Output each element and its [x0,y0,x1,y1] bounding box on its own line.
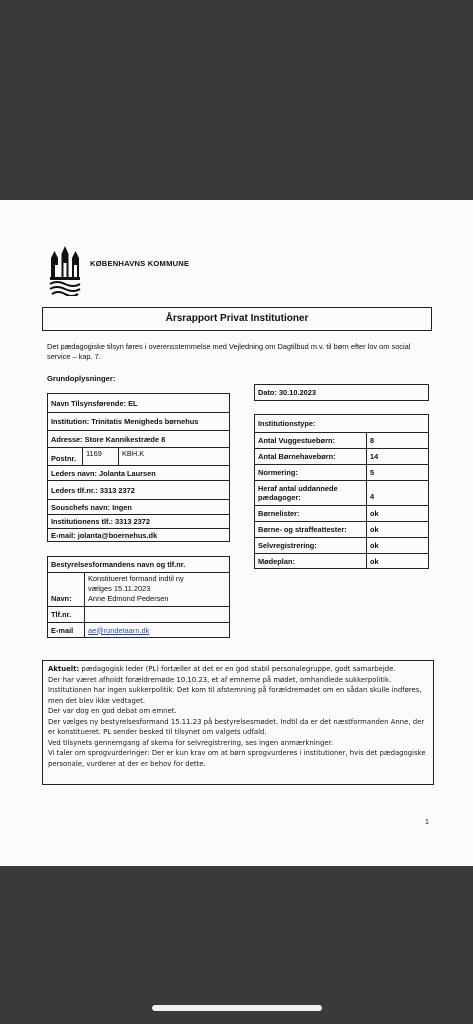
board-email-row [48,622,229,637]
copenhagen-castle-logo-icon [47,244,83,296]
section-label: Grundoplysninger: [47,374,116,383]
table-row: Heraf antal uddannede pædagoger: 4 [255,480,428,505]
table-row: Leders navn: Jolanta Laursen [48,465,229,480]
email-label: E-mail [51,625,74,635]
notes-line-1: Aktuelt: pædagogisk leder (PL) fortæller at det er en god stabil personalegruppe, godt samarbejde. [48,665,396,673]
table-row: E-mail: jolanta@boernehus.dk [48,528,229,541]
notes-line: Der har været afholdt forældremøde 10.10.23, et af emnerne på mødet, omhandlede sukkerpolitik. [48,675,392,684]
table-row: Antal Vuggestuebørn: 8 [255,432,428,448]
basic-info-table [47,393,230,542]
board-name-row [48,572,229,606]
table-row: Navn Tilsynsførende: EL [51,398,138,408]
table-row: Bestyrelsesformandens navn og tlf.nr. [51,560,186,569]
table-row: Børnelister: ok [255,505,428,521]
table-row: Mødeplan: ok [255,553,428,568]
postnr-value: 1169 [82,448,118,465]
table-row: Normering: 5 [255,464,428,480]
org-name: KØBENHAVNS KOMMUNE [90,259,190,268]
date-box [254,384,429,401]
notes-line: Ved tilsynets gennemgang af skema for selvregistrering, ses ingen anmærkninger. [48,738,334,747]
page-number: 1 [425,819,429,826]
home-indicator[interactable] [152,1005,322,1011]
notes-line: Vi taler om sprogvurderinger: Der er kun krav om at børn sprogvurderes i institutioner, hvis det pædagogiske personale, vurderer at der er behov for dette. [48,749,426,768]
top-dark-band [0,0,473,200]
table-row: Institutionstype: [258,419,316,428]
name-line-1: Konstitueret formand indtil ny [88,574,184,583]
date-value: Dato: 30.10.2023 [258,388,316,397]
board-chair-table [47,556,230,638]
table-row: Adresse: Store Kannikestræde 8 [48,430,229,447]
postnr-row [48,447,229,465]
table-row: Børne- og straffeattester: ok [255,521,428,537]
notes-line: Institutionen har ingen sukkerpolitik. Det kom til afstemning på forældremødet om en sådan skulle indføres, men det blev ikke vedtaget. [48,686,422,705]
table-row: Souschefs navn: Ingen [48,499,229,514]
table-row: Leders tlf.nr.: 3313 2372 [48,480,229,499]
intro-text: Det pædagogiske tilsyn føres i overensstemmelse med Vejledning om Dagtilbud m.v. til børn efter lov om social service – kap. 7. [47,342,411,361]
institution-type-table [254,414,429,569]
document-page[interactable] [0,200,473,866]
city-value: KBH.K [118,448,229,465]
table-row: Antal Børnehavebørn: 14 [255,448,428,464]
name-line-3: Anne Edmond Pedersen [88,594,169,603]
table-row: Institutionens tlf.: 3313 2372 [48,514,229,528]
email-link[interactable]: ae@rundetaarn.dk [88,625,150,635]
phone-label: Tlf.nr. [51,610,72,619]
table-row: Institution: Trinitatis Menigheds børnehus [48,412,229,430]
notes-line: Der vælges ny bestyrelsesformand 15.11.23 på bestyrelsesmødet. Indtil da er det næstformanden Anne, der er konstitueret. PL sender besked til tilsynet om valgets udfald. [48,717,425,736]
board-phone-row [48,606,229,622]
bottom-dark-band [0,866,473,1024]
postnr-label: Postnr. [51,454,77,463]
report-title: Årsrapport Privat Institutioner [42,307,432,331]
phone-value [84,607,229,622]
notes-box [42,660,434,785]
name-label: Navn: [51,594,72,603]
table-row: Selvregistrering: ok [255,537,428,553]
name-line-2: vælges 15.11.2023 [88,584,151,593]
notes-lead: Aktuelt: [48,665,80,673]
notes-line: Der var dog en god debat om emnet. [48,707,177,715]
